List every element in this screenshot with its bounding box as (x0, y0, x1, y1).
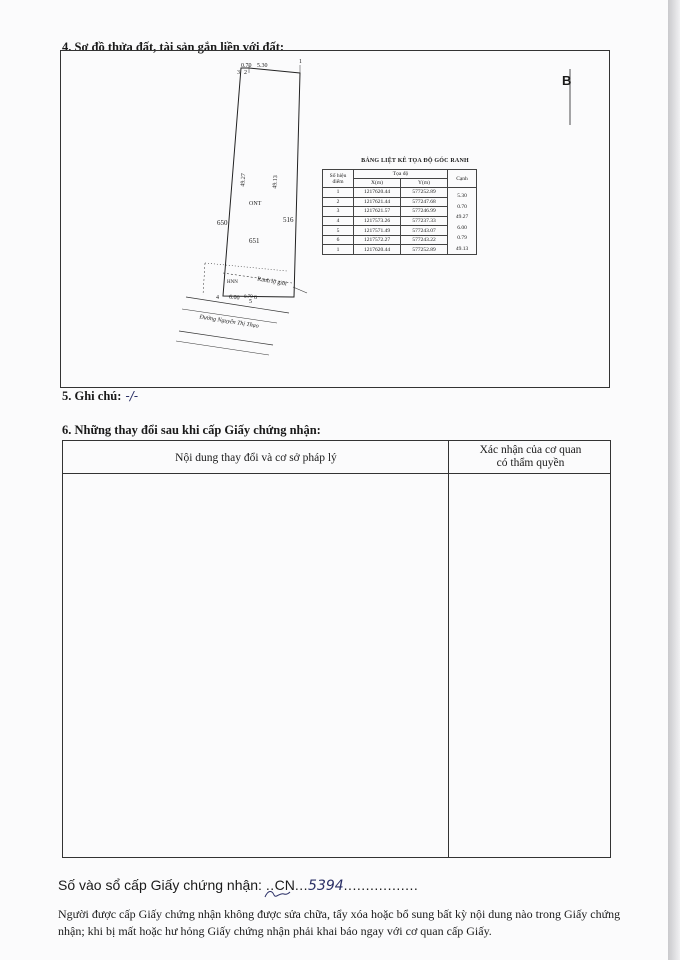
section5-title: 5. Ghi chú: -/- (62, 389, 139, 403)
registry-number: 5394 (308, 878, 344, 894)
table-row: 1 1217620.44 577252.89 5.30 0.70 49.27 6.00 0.79 49.13 (323, 188, 477, 198)
land-type: ONT (249, 201, 262, 207)
dim-right-side: 49.13 (272, 175, 280, 189)
coord-table-title: BẢNG LIỆT KÊ TỌA ĐỘ GÓC RANH (361, 158, 469, 164)
coord-col-coords: Tọa độ (354, 170, 448, 179)
parcel-left: 650 (217, 219, 228, 227)
road-edge-4 (176, 341, 269, 355)
table-row: 5 1217571.49 577243.07 (323, 226, 477, 236)
note-value: -/- (125, 389, 139, 403)
point-1: 1 (299, 59, 302, 65)
table-row: 2 1217621.44 577247.68 (323, 197, 477, 207)
point-6: 6 (254, 295, 257, 301)
initial-signature (262, 888, 292, 902)
table-row: 3 1217621.57 577246.99 (323, 207, 477, 217)
registry-line: Số vào sổ cấp Giấy chứng nhận: ..CN...5394................. (58, 877, 419, 894)
road-label: Đường Nguyễn Thị Thạo (198, 314, 260, 330)
registry-label: Số vào sổ cấp Giấy chứng nhận: (58, 877, 262, 893)
coord-col-x: X(m) (354, 179, 401, 188)
boundary-pointer (293, 287, 307, 293)
dim-left-side: 49.27 (240, 173, 248, 187)
parcel-outline (223, 68, 300, 297)
dim-bottom-2: 0.79 (244, 295, 253, 300)
changes-col-authority: Xác nhận của cơ quan có thẩm quyền (479, 444, 582, 469)
boundary-label: Ranh lộ giới (256, 276, 288, 288)
table-row: 1 1217620.44 577252.89 (323, 245, 477, 255)
dim-bottom: 6.00 (228, 294, 240, 302)
coord-table (322, 169, 477, 255)
section4-title: 4. Sơ đồ thửa đất, tài sản gắn liền với đất: (62, 40, 285, 54)
hnn-label: HNN (227, 280, 238, 285)
footer-note: Người được cấp Giấy chứng nhận không được sửa chữa, tẩy xóa hoặc bổ sung bất kỳ nội dung nào trong Giấy chứng nhận; khi bị mất hoặc hư hỏng Giấy chứng nhận phải khai báo ngay với cơ quan cấp Giấy. (58, 907, 621, 938)
page-edge (668, 0, 680, 960)
point-5: 5 (249, 299, 252, 305)
changes-table-header (63, 441, 610, 474)
point-3: 3 (237, 70, 240, 76)
dim-top-a: 0.70 (241, 63, 252, 69)
table-row: 4 1217573.26 577237.33 (323, 216, 477, 226)
north-marker: B (562, 73, 572, 88)
table-row: 6 1217572.27 577243.22 (323, 235, 477, 245)
coord-col-point: Số hiệu điểm (323, 170, 354, 188)
coord-edges: 5.30 0.70 49.27 6.00 0.79 49.13 (448, 188, 477, 255)
dim-top-b: 5.30 (257, 63, 268, 69)
neighbour-line (205, 263, 287, 271)
point-4: 4 (216, 295, 219, 301)
parcel-right: 516 (283, 216, 294, 224)
coord-col-edge: Cạnh (448, 170, 477, 188)
road-edge-3 (179, 331, 273, 345)
changes-content-column (63, 441, 449, 857)
changes-col-content: Nội dung thay đổi và cơ sở pháp lý (175, 452, 337, 464)
section6-title: 6. Những thay đổi sau khi cấp Giấy chứng nhận: (62, 423, 321, 437)
changes-table (62, 440, 611, 858)
point-2: 2 (244, 70, 247, 76)
coord-col-y: Y(m) (401, 179, 448, 188)
registry-prefix: CN (274, 877, 295, 893)
parcel-center: 651 (249, 237, 260, 245)
